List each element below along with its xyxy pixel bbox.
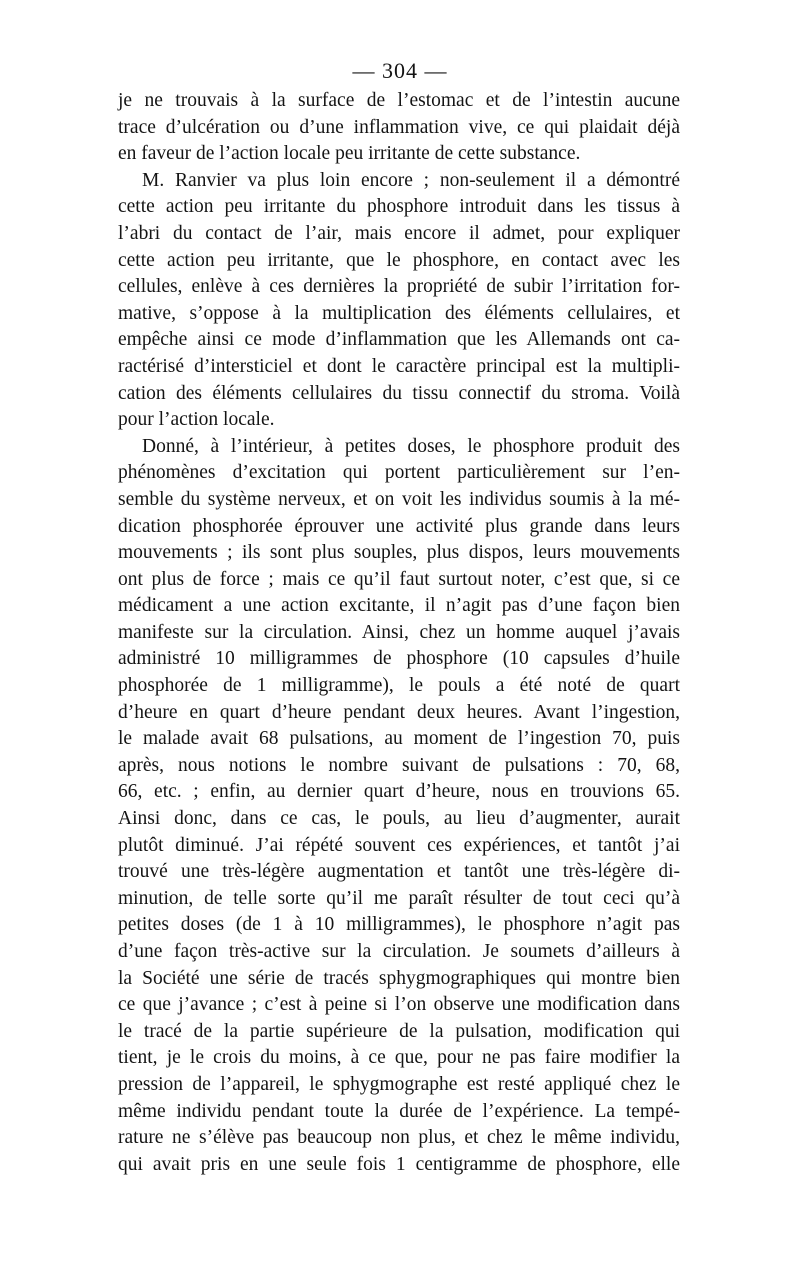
- text-line: phosphorée de 1 milligramme), le pouls a été noté de quart: [118, 675, 680, 697]
- text-line: d’heure en quart d’heure pendant deux heures. Avant l’ingestion,: [118, 701, 680, 723]
- text-line: trace d’ulcération ou d’une inflammation vive, ce qui plaidait déjà: [118, 116, 680, 138]
- text-line: ont plus de force ; mais ce qu’il faut surtout noter, c’est que, si ce: [118, 568, 680, 590]
- text-line: cation des éléments cellulaires du tissu connectif du stroma. Voilà: [118, 382, 680, 404]
- text-line: plutôt diminué. J’ai répété souvent ces expériences, et tantôt j’ai: [118, 834, 680, 856]
- text-line: 66, etc. ; enfin, au dernier quart d’heure, nous en trouvions 65.: [118, 781, 680, 803]
- paragraph: [118, 88, 680, 168]
- text-line: semble du système nerveux, et on voit les individus soumis à la mé-: [118, 488, 680, 510]
- text-line: pression de l’appareil, le sphygmographe est resté appliqué chez le: [118, 1073, 680, 1095]
- page-number: — 304 —: [352, 58, 448, 83]
- text-line: cellules, enlève à ces dernières la propriété de subir l’irritation for-: [118, 276, 680, 298]
- body-text: [118, 88, 680, 1178]
- text-line: cette action peu irritante du phosphore introduit dans les tissus à: [118, 196, 680, 218]
- text-line: après, nous notions le nombre suivant de pulsations : 70, 68,: [118, 754, 680, 776]
- text-line: médicament a une action excitante, il n’agit pas d’une façon bien: [118, 595, 680, 617]
- text-line: mouvements ; ils sont plus souples, plus dispos, leurs mouvements: [118, 542, 680, 564]
- text-line: même individu pendant toute la durée de l’expérience. La tempé-: [118, 1100, 680, 1122]
- text-line: M. Ranvier va plus loin encore ; non-seulement il a démontré: [142, 169, 680, 191]
- paragraph: [118, 168, 680, 434]
- text-line: mative, s’oppose à la multiplication des éléments cellulaires, et: [118, 302, 680, 324]
- paragraph: [118, 434, 680, 1179]
- text-line: cette action peu irritante, que le phosphore, en contact avec les: [118, 249, 680, 271]
- text-line: le tracé de la partie supérieure de la pulsation, modification qui: [118, 1020, 680, 1042]
- text-line: rature ne s’élève pas beaucoup non plus, et chez le même individu,: [118, 1127, 680, 1149]
- text-line: Donné, à l’intérieur, à petites doses, le phosphore produit des: [142, 435, 680, 457]
- text-line: Ainsi donc, dans ce cas, le pouls, au lieu d’augmenter, aurait: [118, 808, 680, 830]
- text-line: petites doses (de 1 à 10 milligrammes), le phosphore n’agit pas: [118, 914, 680, 936]
- text-line: l’abri du contact de l’air, mais encore il admet, pour expliquer: [118, 222, 680, 244]
- text-line: en faveur de l’action locale peu irritante de cette substance.: [118, 143, 581, 165]
- text-line: le malade avait 68 pulsations, au moment de l’ingestion 70, puis: [118, 728, 680, 750]
- text-line: empêche ainsi ce mode d’inflammation que les Allemands ont ca-: [118, 329, 680, 351]
- text-line: ractérisé d’intersticiel et dont le caractère principal est la multipli-: [118, 355, 680, 377]
- text-line: je ne trouvais à la surface de l’estomac et de l’intestin aucune: [118, 90, 680, 111]
- text-line: manifeste sur la circulation. Ainsi, chez un homme auquel j’avais: [118, 621, 680, 643]
- text-line: dication phosphorée éprouver une activité plus grande dans leurs: [118, 515, 680, 537]
- text-line: d’une façon très-active sur la circulation. Je soumets d’ailleurs à: [118, 941, 680, 962]
- text-line: pour l’action locale.: [118, 409, 275, 431]
- text-line: qui avait pris en une seule fois 1 centigramme de phosphore, elle: [118, 1153, 680, 1175]
- text-line: minution, de telle sorte qu’il me paraît résulter de tout ceci qu’à: [118, 887, 680, 909]
- text-line: phénomènes d’excitation qui portent particulièrement sur l’en-: [118, 462, 680, 484]
- text-line: trouvé une très-légère augmentation et tantôt une très-légère di-: [118, 861, 680, 883]
- text-line: administré 10 milligrammes de phosphore (10 capsules d’huile: [118, 648, 680, 670]
- text-line: la Société une série de tracés sphygmographiques qui montre bien: [118, 967, 680, 989]
- text-line: tient, je le crois du moins, à ce que, pour ne pas faire modifier la: [118, 1047, 680, 1069]
- text-line: ce que j’avance ; c’est à peine si l’on observe une modification dans: [118, 994, 680, 1016]
